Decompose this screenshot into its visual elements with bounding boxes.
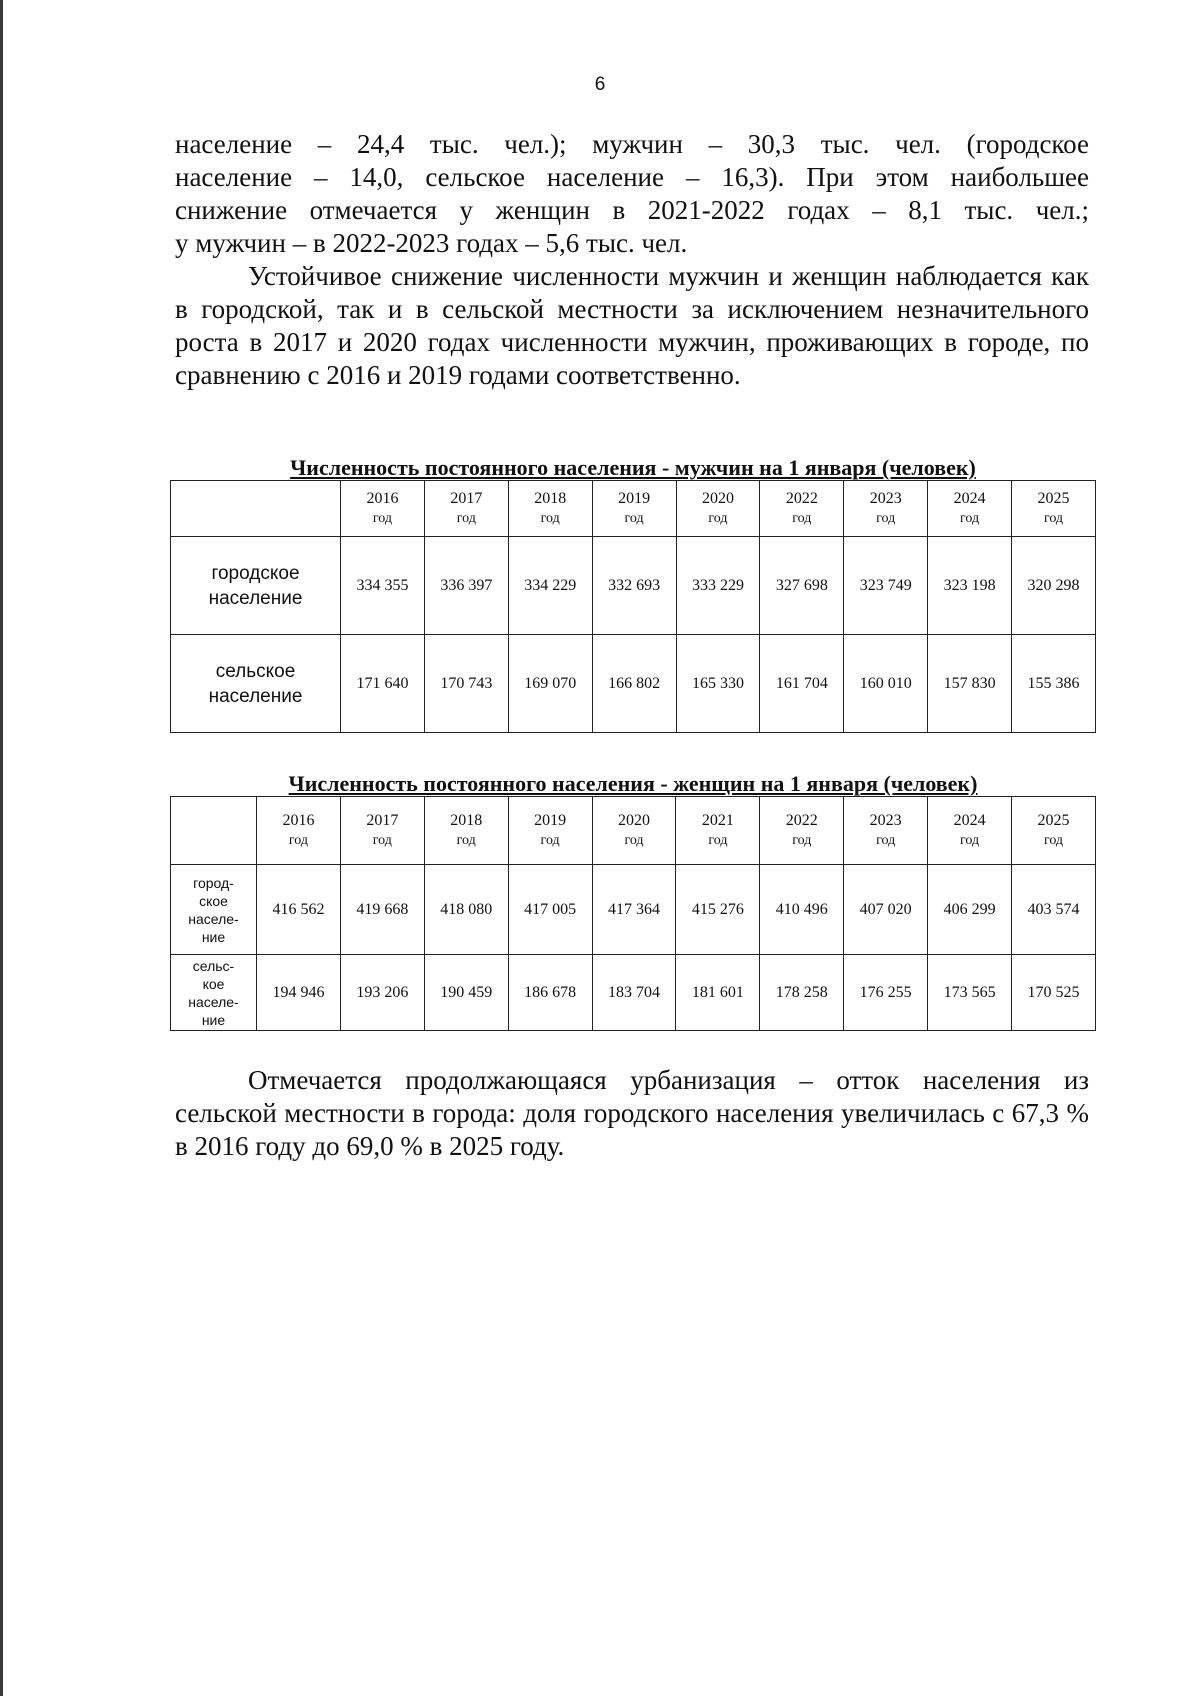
men-population-table bbox=[170, 480, 1096, 733]
year-header: 2019 год bbox=[508, 797, 592, 865]
header-empty-cell bbox=[171, 481, 341, 537]
table-cell: 166 802 bbox=[592, 635, 676, 733]
year-header: 2020 год bbox=[592, 797, 676, 865]
table-cell: 178 258 bbox=[760, 955, 844, 1031]
row-label-urban: городское население bbox=[171, 537, 341, 635]
men-table-header-row bbox=[171, 481, 1096, 537]
year-header: 2022 год bbox=[760, 481, 844, 537]
table-cell: 323 198 bbox=[928, 537, 1012, 635]
women-table-title: Численность постоянного населения - женщин на 1 января (человек) bbox=[288, 771, 978, 796]
table-cell: 334 229 bbox=[508, 537, 592, 635]
table-cell: 173 565 bbox=[928, 955, 1012, 1031]
table-cell: 183 704 bbox=[592, 955, 676, 1031]
table-cell: 170 743 bbox=[424, 635, 508, 733]
table-cell: 336 397 bbox=[424, 537, 508, 635]
year-header: 2018 год bbox=[508, 481, 592, 537]
year-header: 2021 год bbox=[676, 797, 760, 865]
intro-line: население – 14,0, сельское население – 16,3). При этом наибольшее bbox=[175, 162, 1089, 192]
table-row bbox=[171, 865, 1096, 955]
table-row bbox=[171, 635, 1096, 733]
intro-line: снижение отмечается у женщин в 2021-2022 годах – 8,1 тыс. чел.; bbox=[175, 195, 1089, 225]
table-cell: 194 946 bbox=[257, 955, 341, 1031]
table-cell: 407 020 bbox=[844, 865, 928, 955]
year-header: 2017 год bbox=[340, 797, 424, 865]
table-cell: 334 355 bbox=[341, 537, 425, 635]
row-label-rural: сельс- кое населе- ние bbox=[171, 955, 257, 1031]
table-cell: 333 229 bbox=[676, 537, 760, 635]
year-header: 2016 год bbox=[257, 797, 341, 865]
table-cell: 181 601 bbox=[676, 955, 760, 1031]
table-cell: 169 070 bbox=[508, 635, 592, 733]
year-header: 2024 год bbox=[928, 797, 1012, 865]
women-population-table bbox=[170, 796, 1096, 1031]
year-header: 2025 год bbox=[1012, 481, 1096, 537]
table-cell: 327 698 bbox=[760, 537, 844, 635]
table-cell: 403 574 bbox=[1012, 865, 1096, 955]
table-row bbox=[171, 955, 1096, 1031]
men-table-title: Численность постоянного населения - мужчин на 1 января (человек) bbox=[290, 455, 976, 480]
urbanization-paragraph bbox=[175, 1064, 1089, 1163]
year-header: 2017 год bbox=[424, 481, 508, 537]
year-header: 2020 год bbox=[676, 481, 760, 537]
page-left-edge bbox=[0, 0, 3, 1696]
table-cell: 157 830 bbox=[928, 635, 1012, 733]
table-cell: 155 386 bbox=[1012, 635, 1096, 733]
table-cell: 418 080 bbox=[424, 865, 508, 955]
table-row bbox=[171, 537, 1096, 635]
table-cell: 410 496 bbox=[760, 865, 844, 955]
year-header: 2022 год bbox=[760, 797, 844, 865]
row-label-urban: город- ское населе- ние bbox=[171, 865, 257, 955]
stability-paragraph bbox=[175, 260, 1089, 392]
year-header: 2023 год bbox=[844, 481, 928, 537]
table-cell: 176 255 bbox=[844, 955, 928, 1031]
table-cell: 165 330 bbox=[676, 635, 760, 733]
table-cell: 416 562 bbox=[257, 865, 341, 955]
table-cell: 415 276 bbox=[676, 865, 760, 955]
table-cell: 171 640 bbox=[341, 635, 425, 733]
women-table-header-row bbox=[171, 797, 1096, 865]
table-cell: 193 206 bbox=[340, 955, 424, 1031]
year-header: 2024 год bbox=[928, 481, 1012, 537]
table-cell: 190 459 bbox=[424, 955, 508, 1031]
year-header: 2019 год bbox=[592, 481, 676, 537]
intro-paragraph bbox=[175, 128, 1089, 260]
year-header: 2025 год bbox=[1012, 797, 1096, 865]
year-header: 2018 год bbox=[424, 797, 508, 865]
row-label-rural: сельское население bbox=[171, 635, 341, 733]
header-empty-cell bbox=[171, 797, 257, 865]
table-cell: 417 364 bbox=[592, 865, 676, 955]
table-cell: 320 298 bbox=[1012, 537, 1096, 635]
stability-paragraph-text: Устойчивое снижение численности мужчин и женщин наблюдается как в городской, так и в сельской местности за исключением незначительного роста в 2017 и 2020 годах численности мужчин, проживающих в городе, по сравнению с 2016 и 2019 годами соответственно. bbox=[175, 261, 1089, 390]
page-number: 6 bbox=[594, 74, 606, 95]
intro-line: население – 24,4 тыс. чел.); мужчин – 30,3 тыс. чел. (городское bbox=[175, 129, 1089, 159]
table-cell: 417 005 bbox=[508, 865, 592, 955]
year-header: 2016 год bbox=[341, 481, 425, 537]
table-cell: 170 525 bbox=[1012, 955, 1096, 1031]
table-cell: 323 749 bbox=[844, 537, 928, 635]
table-cell: 406 299 bbox=[928, 865, 1012, 955]
urbanization-paragraph-text: Отмечается продолжающаяся урбанизация – отток населения из сельской местности в города: доля городского населения увеличилась с 67,3 % в 2016 году до 69,0 % в 2025 году. bbox=[175, 1065, 1089, 1161]
intro-line: у мужчин – в 2022-2023 годах – 5,6 тыс. чел. bbox=[175, 228, 688, 258]
table-cell: 161 704 bbox=[760, 635, 844, 733]
table-cell: 419 668 bbox=[340, 865, 424, 955]
table-cell: 160 010 bbox=[844, 635, 928, 733]
year-header: 2023 год bbox=[844, 797, 928, 865]
table-cell: 332 693 bbox=[592, 537, 676, 635]
table-cell: 186 678 bbox=[508, 955, 592, 1031]
